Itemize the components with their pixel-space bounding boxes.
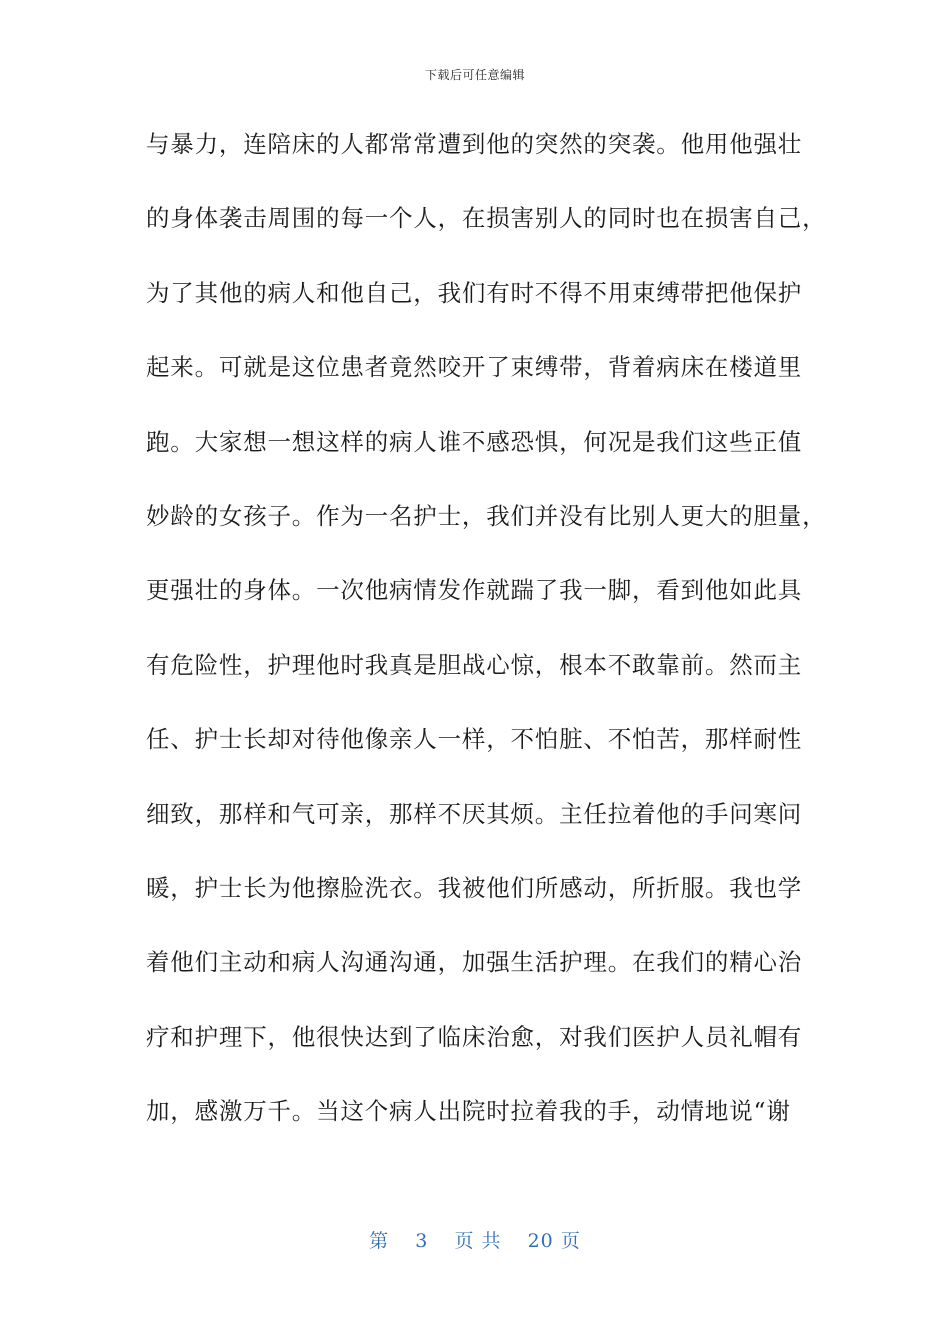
text-line: 妙龄的女孩子。作为一名护士，我们并没有比别人更大的胆量， (146, 501, 827, 530)
text-line: 加，感激万千。当这个病人出院时拉着我的手，动情地说“谢 (146, 1097, 791, 1126)
text-line: 疗和护理下，他很快达到了临床治愈，对我们医护人员礼帽有 (146, 1022, 803, 1051)
page-label-mid: 页 共 (454, 1230, 502, 1252)
current-page-number: 3 (415, 1230, 429, 1252)
total-pages-number: 20 (527, 1230, 554, 1252)
text-line: 为了其他的病人和他自己，我们有时不得不用束缚带把他保护 (146, 278, 803, 307)
text-line: 有危险性，护理他时我真是胆战心惊，根本不敢靠前。然而主 (146, 650, 803, 679)
page-header: 下载后可任意编辑 (424, 68, 525, 82)
text-line: 着他们主动和病人沟通沟通，加强生活护理。在我们的精心治 (146, 948, 803, 977)
page-label-suffix: 页 (560, 1230, 581, 1252)
page-label-prefix: 第 (369, 1230, 390, 1252)
text-line: 暖，护士长为他擦脸洗衣。我被他们所感动，所折服。我也学 (146, 873, 803, 902)
text-line: 更强壮的身体。一次他病情发作就踹了我一脚，看到他如此具 (146, 576, 803, 605)
document-body (146, 124, 827, 1165)
text-line: 细致，那样和气可亲，那样不厌其烦。主任拉着他的手问寒问 (146, 799, 803, 828)
text-line: 起来。可就是这位患者竟然咬开了束缚带，背着病床在楼道里 (146, 353, 803, 382)
text-line: 与暴力，连陪床的人都常常遭到他的突然的突袭。他用他强壮 (146, 130, 803, 158)
text-line: 任、护士长却对待他像亲人一样，不怕脏、不怕苦，那样耐性 (146, 725, 803, 754)
text-line: 的身体袭击周围的每一个人，在损害别人的同时也在损害自己， (146, 204, 827, 233)
page-number-footer (0, 1226, 950, 1253)
text-line: 跑。大家想一想这样的病人谁不感恐惧，何况是我们这些正值 (146, 427, 803, 456)
